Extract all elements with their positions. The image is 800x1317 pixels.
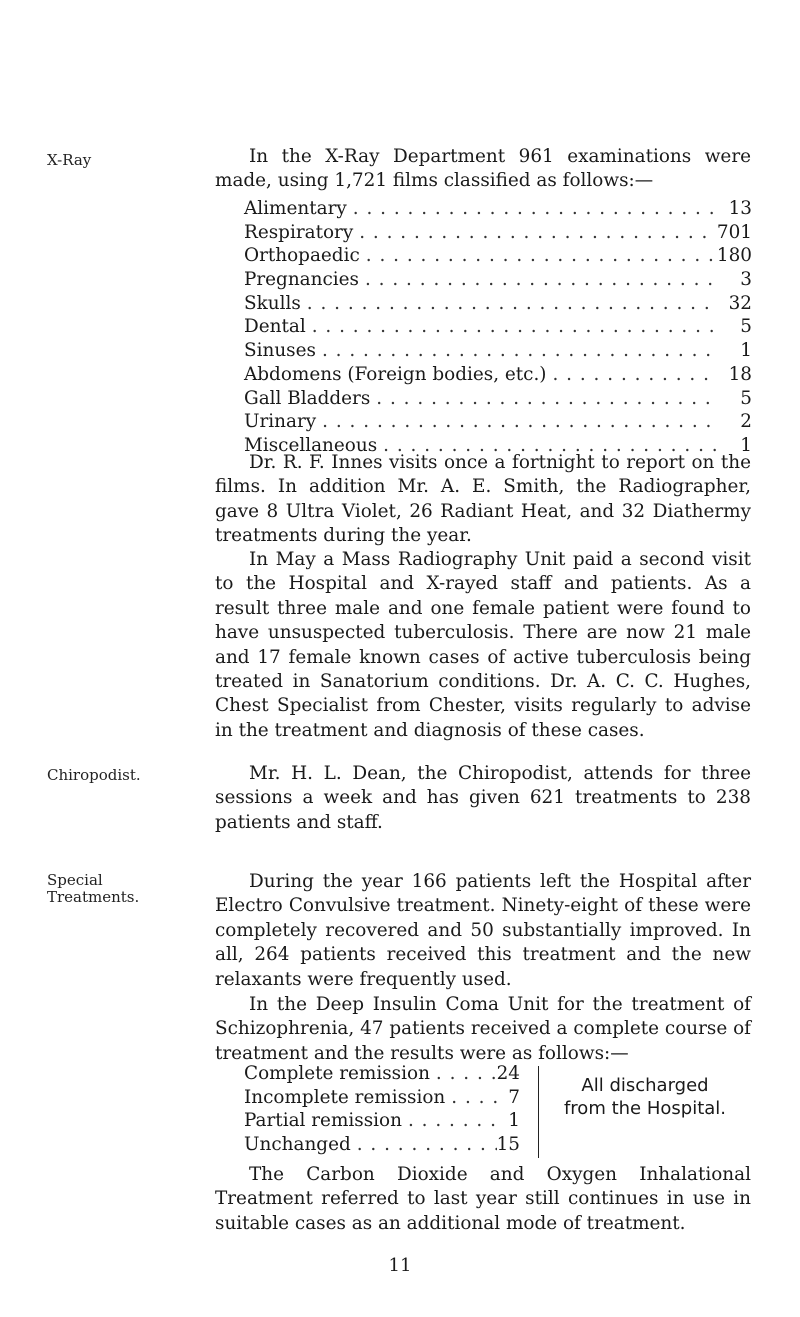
xray-row-value: 18 bbox=[728, 363, 752, 385]
xray-row bbox=[244, 316, 752, 340]
innes-paragraph: Dr. R. F. Innes visits once a fortnight to report on the films. In addition Mr. A. E. Smith, the Radiographer, gave 8 Ultra Violet, 26 Radiant Heat, and 32 Diathermy treatments during the year. bbox=[215, 452, 751, 547]
margin-note-chiropodist: Chiropodist. bbox=[47, 766, 141, 784]
xray-row-value: 1 bbox=[740, 434, 752, 456]
result-label: Incomplete remission bbox=[244, 1086, 446, 1108]
xray-row-label: Respiratory bbox=[244, 221, 354, 243]
result-row bbox=[244, 1087, 520, 1111]
xray-row bbox=[244, 269, 752, 293]
xray-row bbox=[244, 293, 752, 317]
xray-row-label: Alimentary bbox=[244, 198, 347, 219]
xray-row bbox=[244, 340, 752, 364]
page-number: 11 bbox=[388, 1255, 412, 1276]
margin-note-special-line1: Special bbox=[47, 871, 103, 889]
xray-row-value: 5 bbox=[740, 387, 752, 409]
result-value: 24 bbox=[496, 1063, 520, 1084]
xray-row-label: Urinary bbox=[244, 411, 317, 433]
result-label: Partial remission bbox=[244, 1110, 402, 1131]
xray-row-label: Dental bbox=[244, 316, 306, 338]
result-row bbox=[244, 1063, 520, 1087]
results-note: All discharged from the Hospital. bbox=[563, 1075, 727, 1119]
margin-note-xray: X-Ray bbox=[47, 151, 92, 169]
xray-row-value: 32 bbox=[728, 292, 752, 314]
xray-row bbox=[244, 388, 752, 412]
xray-row-value: 2 bbox=[740, 411, 752, 433]
xray-row-label: Skulls bbox=[244, 292, 301, 314]
insulin-results-table bbox=[244, 1063, 520, 1157]
xray-row-label: Abdomens (Foreign bodies, etc.) bbox=[244, 363, 547, 385]
chiropodist-paragraph: Mr. H. L. Dean, the Chiropodist, attends for three sessions a week and has given 621 treatments to 238 patients and staff. bbox=[215, 763, 751, 833]
carbon-dioxide-paragraph: The Carbon Dioxide and Oxygen Inhalational Treatment referred to last year still continues in use in suitable cases as an additional mode of treatment. bbox=[215, 1164, 751, 1234]
result-value: 1 bbox=[508, 1110, 520, 1131]
ect-paragraph: During the year 166 patients left the Hospital after Electro Convulsive treatment. Ninety-eight of these were completely recovered and 50 substantially improved. In all, 264 patients received this treatment and the new relaxants were frequently used. bbox=[215, 871, 751, 990]
insulin-paragraph: In the Deep Insulin Coma Unit for the treatment of Schizophrenia, 47 patients received a complete course of treatment and the results were as follows:— bbox=[215, 994, 751, 1064]
result-value: 7 bbox=[508, 1086, 520, 1108]
xray-row bbox=[244, 411, 752, 435]
result-value: 15 bbox=[496, 1133, 520, 1155]
result-row bbox=[244, 1134, 520, 1158]
mass-radiography-paragraph: In May a Mass Radiography Unit paid a second visit to the Hospital and X-rayed staff and patients. As a result three male and one female patient were found to have unsuspected tuberculosis. There are now 21 male and 17 female known cases of active tuberculosis being treated in Sanatorium conditions. Dr. A. C. C. Hughes, Chest Specialist from Chester, visits regularly to advise in the treatment and diagnosis of these cases. bbox=[215, 549, 751, 741]
result-label: Unchanged bbox=[244, 1133, 351, 1155]
results-bracket bbox=[538, 1066, 547, 1158]
xray-row-label: Gall Bladders bbox=[244, 387, 371, 409]
xray-row bbox=[244, 245, 752, 269]
xray-row-label: Sinuses bbox=[244, 340, 316, 362]
xray-row-value: 3 bbox=[740, 269, 752, 291]
result-row bbox=[244, 1110, 520, 1134]
margin-note-special bbox=[47, 872, 139, 906]
result-label: Complete remission bbox=[244, 1063, 430, 1084]
xray-row-value: 5 bbox=[740, 316, 752, 338]
xray-row-label: Orthopaedic bbox=[244, 245, 360, 267]
margin-note-special-line2: Treatments. bbox=[47, 888, 140, 906]
xray-intro-paragraph: In the X-Ray Department 961 examinations were made, using 1,721 films classified as follows:— bbox=[215, 146, 751, 192]
xray-row-value: 1 bbox=[740, 340, 752, 362]
xray-film-table bbox=[244, 198, 752, 459]
xray-row-value: 701 bbox=[716, 221, 752, 243]
xray-row-label: Miscellaneous bbox=[244, 434, 378, 456]
xray-row bbox=[244, 222, 752, 246]
xray-row-label: Pregnancies bbox=[244, 269, 359, 291]
xray-row-value: 180 bbox=[716, 245, 752, 267]
xray-row bbox=[244, 364, 752, 388]
xray-row bbox=[244, 198, 752, 222]
xray-row-value: 13 bbox=[728, 198, 752, 219]
